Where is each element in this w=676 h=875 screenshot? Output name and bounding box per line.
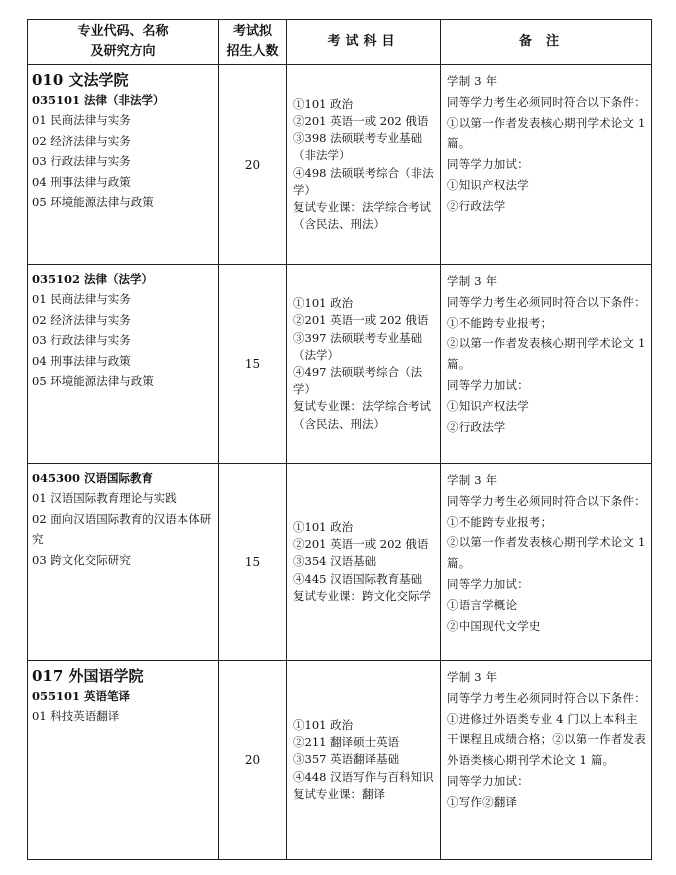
exam-subject: 复试专业课：翻译 — [293, 786, 385, 801]
research-direction: 03 行政法律与实务 — [32, 154, 131, 169]
header-col1-line2: 及研究方向 — [90, 44, 156, 59]
exam-subject: ④448 汉语写作与百科知识 — [293, 769, 434, 784]
header-row — [28, 20, 652, 65]
note-line: 同等学力加试： — [447, 576, 529, 591]
note-line: 学制 3 年 — [447, 670, 498, 684]
header-quota — [219, 20, 287, 65]
note-line: ①知识产权法学 — [447, 398, 529, 413]
college-name: 017 外国语学院 — [32, 667, 144, 685]
research-direction: 04 刑事法律与政策 — [32, 353, 131, 368]
major-cell — [28, 661, 219, 860]
major-cell — [28, 265, 219, 464]
notes-cell — [441, 464, 652, 661]
research-direction: 04 刑事法律与政策 — [32, 174, 131, 189]
research-direction: 01 科技英语翻译 — [32, 709, 120, 723]
note-line: 同等学力加试： — [447, 377, 529, 392]
header-col2-line2: 招生人数 — [226, 44, 279, 59]
note-line: 同等学力加试： — [447, 157, 529, 172]
header-col1-line1: 专业代码、名称 — [77, 24, 169, 39]
notes-cell — [441, 661, 652, 860]
note-line: ①语言学概论 — [447, 597, 518, 612]
note-line: ①知识产权法学 — [447, 177, 529, 192]
major-cell — [28, 464, 219, 661]
note-line: 同等学力考生必须同时符合以下条件：①进修过外语类专业 4 门以上本科主干课程且成绩合格；②以第一作者发表外语类核心期刊学术论文 1 篇。 — [447, 690, 646, 768]
note-line: ②以第一作者发表核心期刊学术论文 1 篇。 — [447, 336, 646, 372]
note-line: ①写作②翻译 — [447, 794, 518, 809]
header-major-direction — [28, 20, 219, 65]
research-direction: 01 民商法律与实务 — [32, 113, 131, 127]
research-direction: 02 经济法律与实务 — [32, 312, 131, 327]
exam-subject: 复试专业课：法学综合考试（含民法、刑法） — [293, 399, 431, 431]
header-notes: 备注 — [441, 20, 652, 65]
exam-subject: ③354 汉语基础 — [293, 554, 377, 569]
note-line: 同等学力考生必须同时符合以下条件： — [447, 493, 646, 508]
note-line: ②中国现代文学史 — [447, 618, 541, 633]
exam-subject: ②211 翻译硕士英语 — [293, 735, 400, 750]
admissions-table — [27, 19, 652, 860]
research-direction: 03 跨文化交际研究 — [32, 552, 131, 567]
subjects-cell — [287, 661, 441, 860]
exam-subject: 复试专业课：法学综合考试（含民法、刑法） — [293, 199, 431, 232]
note-line: 同等学力加试： — [447, 773, 529, 788]
note-line: ①不能跨专业报考； — [447, 514, 553, 529]
header-col2-line1: 考试拟 — [232, 24, 272, 39]
note-line: 同等学力考生必须同时符合以下条件： — [447, 94, 646, 109]
research-direction: 01 汉语国际教育理论与实践 — [32, 491, 177, 505]
research-direction: 01 民商法律与实务 — [32, 292, 131, 306]
exam-subject: ①101 政治 — [293, 96, 354, 111]
header-exam-subjects: 考试科目 — [287, 20, 441, 65]
quota-cell: 20 — [219, 65, 287, 265]
exam-subject: ②201 英语一或 202 俄语 — [293, 537, 429, 552]
table-row — [28, 661, 652, 860]
quota-cell: 20 — [219, 661, 287, 860]
note-line: ②行政法学 — [447, 419, 506, 434]
exam-subject: ④498 法硕联考综合（非法学） — [293, 165, 434, 197]
exam-subject: ③357 英语翻译基础 — [293, 752, 400, 767]
exam-subject: ④497 法硕联考综合（法学） — [293, 365, 423, 397]
note-line: 学制 3 年 — [447, 274, 498, 288]
major-name: 045300 汉语国际教育 — [32, 471, 154, 485]
major-name: 035101 法律（非法学） — [32, 93, 165, 107]
note-line: ②以第一作者发表核心期刊学术论文 1 篇。 — [447, 535, 646, 571]
note-line: 学制 3 年 — [447, 74, 498, 88]
research-direction: 02 面向汉语国际教育的汉语本体研究 — [32, 511, 212, 547]
exam-subject: ②201 英语一或 202 俄语 — [293, 113, 429, 128]
note-line: ①以第一作者发表核心期刊学术论文 1 篇。 — [447, 115, 646, 151]
research-direction: 03 行政法律与实务 — [32, 333, 131, 348]
research-direction: 02 经济法律与实务 — [32, 133, 131, 148]
exam-subject: ②201 英语一或 202 俄语 — [293, 313, 429, 328]
notes-cell — [441, 265, 652, 464]
subjects-cell — [287, 265, 441, 464]
exam-subject: ③397 法硕联考专业基础（法学） — [293, 330, 423, 362]
exam-subject: ①101 政治 — [293, 296, 354, 311]
major-name: 055101 英语笔译 — [32, 689, 131, 703]
note-line: ②行政法学 — [447, 198, 506, 213]
quota-cell: 15 — [219, 265, 287, 464]
research-direction: 05 环境能源法律与政策 — [32, 195, 154, 210]
major-cell — [28, 65, 219, 265]
major-name: 035102 法律（法学） — [32, 272, 154, 286]
exam-subject: ①101 政治 — [293, 717, 354, 732]
note-line: 学制 3 年 — [447, 473, 498, 487]
subjects-cell — [287, 464, 441, 661]
exam-subject: ①101 政治 — [293, 519, 354, 534]
college-name: 010 文法学院 — [32, 71, 129, 89]
subjects-cell — [287, 65, 441, 265]
table-row — [28, 65, 652, 265]
table-row — [28, 464, 652, 661]
note-line: 同等学力考生必须同时符合以下条件： — [447, 294, 646, 309]
research-direction: 05 环境能源法律与政策 — [32, 374, 154, 389]
table-row — [28, 265, 652, 464]
notes-cell — [441, 65, 652, 265]
exam-subject: ④445 汉语国际教育基础 — [293, 571, 423, 586]
exam-subject: ③398 法硕联考专业基础（非法学） — [293, 131, 423, 163]
quota-cell: 15 — [219, 464, 287, 661]
exam-subject: 复试专业课：跨文化交际学 — [293, 588, 431, 603]
note-line: ①不能跨专业报考； — [447, 315, 553, 330]
